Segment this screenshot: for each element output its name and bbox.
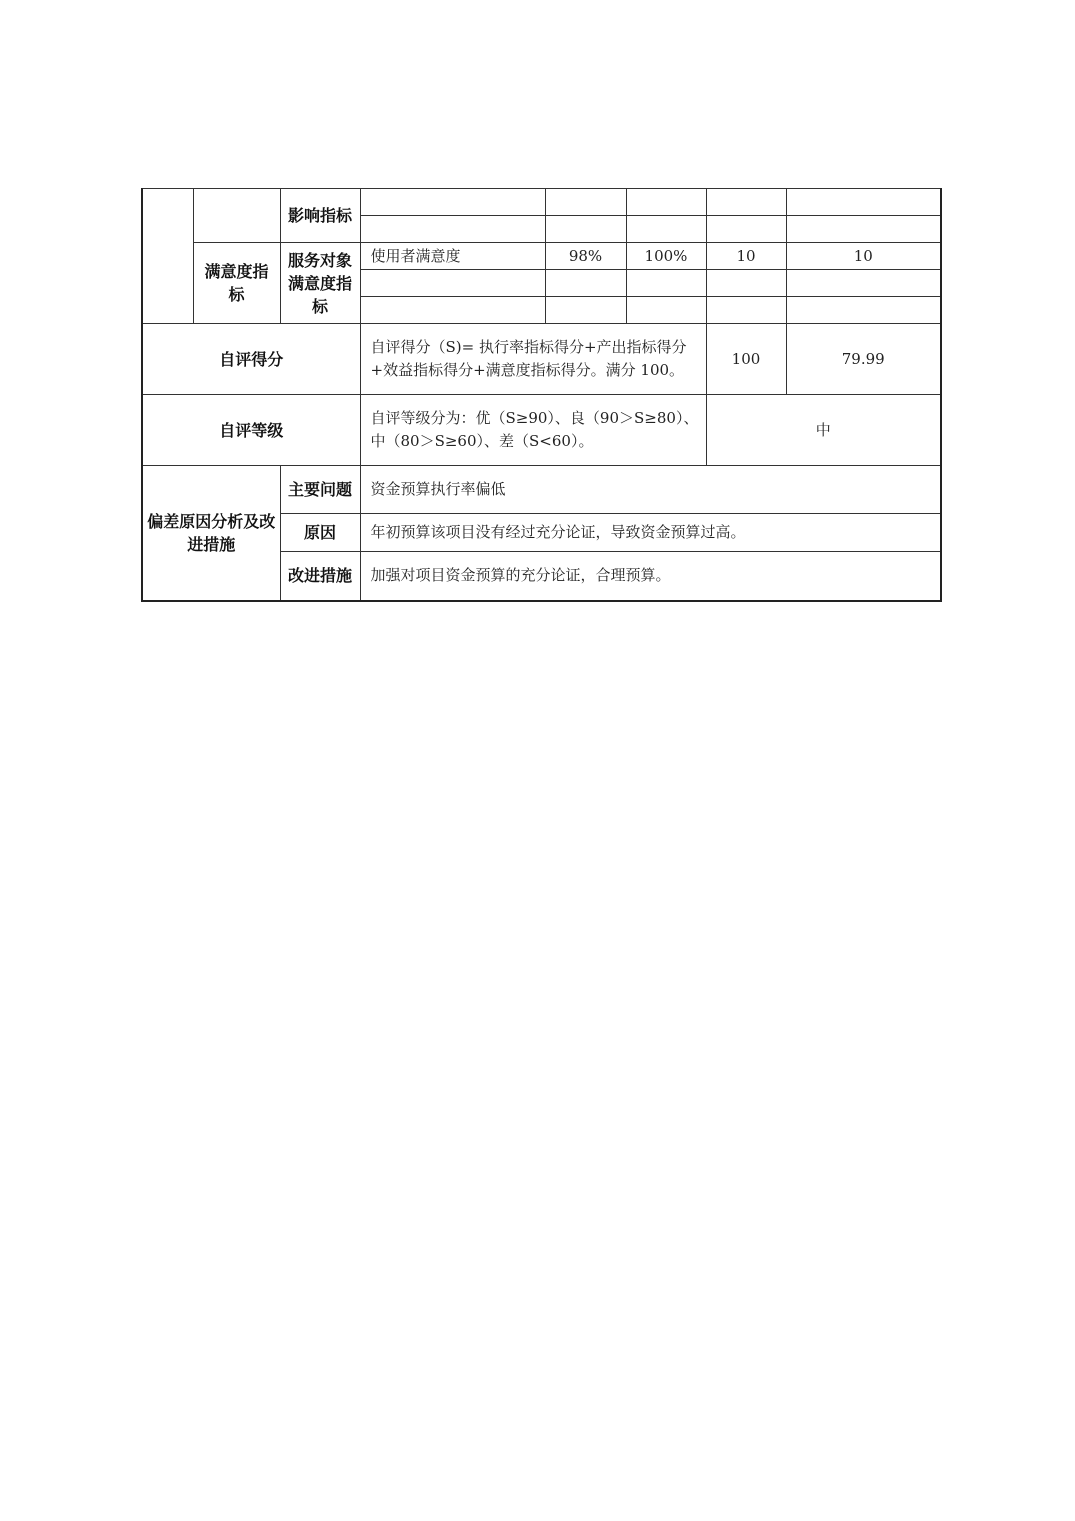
outer-category-cell [142, 189, 193, 324]
satisfaction-score-cell [786, 270, 941, 297]
satisfaction-score-value: 10 [786, 243, 941, 270]
impact-actual-cell [626, 216, 706, 243]
impact-category-cell [193, 189, 280, 243]
self-score-value: 79.99 [786, 324, 941, 395]
deviation-label: 偏差原因分析及改进措施 [142, 466, 280, 601]
self-score-label: 自评得分 [142, 324, 360, 395]
satisfaction-weight-cell [706, 297, 786, 324]
self-grade-label: 自评等级 [142, 395, 360, 466]
deviation-item-label: 主要问题 [280, 466, 360, 514]
impact-row-1 [142, 189, 941, 216]
impact-target-cell [545, 216, 626, 243]
satisfaction-row-1 [142, 243, 941, 270]
satisfaction-target-value: 98% [545, 243, 626, 270]
deviation-item-label: 原因 [280, 514, 360, 552]
impact-score-cell [786, 216, 941, 243]
satisfaction-target-cell [545, 297, 626, 324]
impact-weight-cell [706, 189, 786, 216]
self-grade-value: 中 [706, 395, 941, 466]
satisfaction-target-cell [545, 270, 626, 297]
performance-evaluation-table [141, 188, 942, 602]
self-score-row [142, 324, 941, 395]
impact-target-cell [545, 189, 626, 216]
satisfaction-actual-cell [626, 270, 706, 297]
impact-indicator-cell [360, 189, 545, 216]
deviation-item-text: 加强对项目资金预算的充分论证，合理预算。 [360, 552, 941, 601]
satisfaction-subcategory-label: 服务对象满意度指标 [280, 243, 360, 324]
impact-weight-cell [706, 216, 786, 243]
deviation-row-main-problem [142, 466, 941, 514]
impact-actual-cell [626, 189, 706, 216]
deviation-item-label: 改进措施 [280, 552, 360, 601]
satisfaction-score-cell [786, 297, 941, 324]
satisfaction-weight-cell [706, 270, 786, 297]
satisfaction-actual-cell [626, 297, 706, 324]
satisfaction-category-label: 满意度指标 [193, 243, 280, 324]
deviation-item-text: 资金预算执行率偏低 [360, 466, 941, 514]
self-grade-rule: 自评等级分为：优（S≥90）、良（90＞S≥80）、中（80＞S≥60）、差（S<60）。 [360, 395, 706, 466]
satisfaction-indicator-cell [360, 297, 545, 324]
impact-indicator-cell [360, 216, 545, 243]
self-score-full: 100 [706, 324, 786, 395]
satisfaction-indicator-cell [360, 270, 545, 297]
satisfaction-indicator-name: 使用者满意度 [360, 243, 545, 270]
self-grade-row [142, 395, 941, 466]
impact-score-cell [786, 189, 941, 216]
deviation-item-text: 年初预算该项目没有经过充分论证，导致资金预算过高。 [360, 514, 941, 552]
self-score-formula: 自评得分（S)= 执行率指标得分+产出指标得分+效益指标得分+满意度指标得分。满分 100。 [360, 324, 706, 395]
satisfaction-weight-value: 10 [706, 243, 786, 270]
satisfaction-actual-value: 100% [626, 243, 706, 270]
impact-indicator-label: 影响指标 [280, 189, 360, 243]
